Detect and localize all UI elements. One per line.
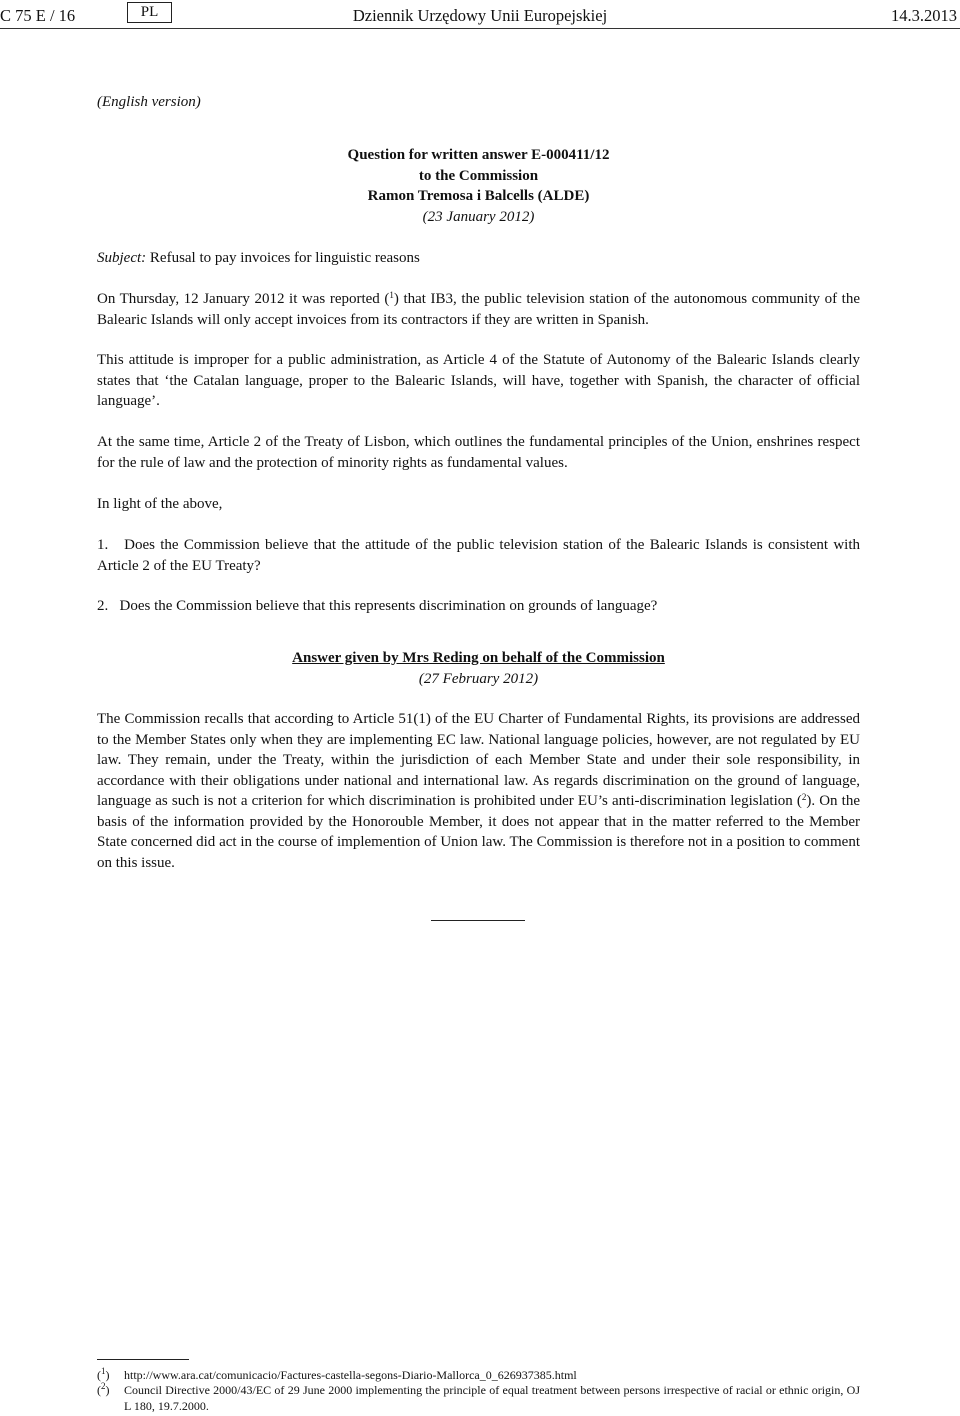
language-code-box: PL — [127, 2, 172, 23]
footnote-mark-paren: ) — [105, 1383, 110, 1397]
section-separator — [431, 920, 525, 921]
paragraph-text: On Thursday, 12 January 2012 it was reported ( — [97, 291, 390, 307]
numbered-question-1 — [97, 535, 860, 576]
question-paragraph-2: This attitude is improper for a public administration, as Article 4 of the Statute of Autonomy of the Balearic Islands clearly states that ‘the Catalan language, proper to the Balearic Islands, will have, together with Spanish, the character of official language’. — [97, 352, 860, 409]
publication-date: 14.3.2013 — [891, 6, 957, 25]
footnote-link-1[interactable]: http://www.ara.cat/comunicacio/Factures-castella-segons-Diario-Mallorca_0_626937385.html — [124, 1368, 577, 1382]
footnote-text-2: Council Directive 2000/43/EC of 29 June 2000 implementing the principle of equal treatment between persons irrespective of racial or ethnic origin, OJ L 180, 19.7.2000. — [124, 1383, 860, 1413]
subject-line — [97, 248, 420, 269]
question-heading — [97, 145, 860, 227]
paragraph-text: ) that IB3, the public television station of the autonomous community of the Balearic Islands will only accept invoices from its contractors if they are written in Spanish. — [97, 291, 860, 328]
question-text: Does the Commission believe that the attitude of the public television station of the Balearic Islands is consistent with Article 2 of the EU Treaty? — [97, 537, 861, 574]
question-date: (23 January 2012) — [422, 208, 535, 225]
answer-paragraph — [97, 709, 860, 873]
question-number: 2. — [97, 598, 109, 614]
answer-title: Answer given by Mrs Reding on behalf of the Commission — [292, 650, 665, 666]
journal-title: Dziennik Urzędowy Unii Europejskiej — [352, 6, 608, 25]
footnote-rule — [97, 1359, 189, 1360]
answer-date: (27 February 2012) — [418, 670, 539, 687]
footnote-ref-1: 1 — [389, 290, 394, 300]
question-text: Does the Commission believe that this represents discrimination on grounds of language? — [119, 598, 658, 614]
footnote-mark-number: 2 — [101, 1381, 106, 1391]
header-rule — [0, 28, 960, 29]
journal-reference: C 75 E / 16 — [0, 6, 76, 25]
footnote-mark-paren: ( — [97, 1383, 101, 1397]
question-paragraph-4: In light of the above, — [97, 496, 223, 512]
footnote-mark-paren: ( — [97, 1368, 101, 1382]
paragraph-text: ). On the basis of the information provided by the Honorouble Member, it does not appear that in the matter referred to the Member State concerned did act in the course of implemention of Union law. The Commission is therefore not in a position to comment on this issue. — [97, 793, 860, 871]
question-number: 1. — [97, 537, 109, 553]
question-author: Ramon Tremosa i Balcells (ALDE) — [367, 188, 590, 204]
footnote-mark-number: 1 — [101, 1366, 106, 1376]
question-addressee: to the Commission — [418, 167, 539, 184]
subject-label: Subject: — [97, 250, 147, 266]
question-title: Question for written answer E-000411/12 — [347, 147, 610, 163]
question-paragraph-1 — [97, 289, 860, 330]
subject-text: Refusal to pay invoices for linguistic reasons — [149, 250, 420, 266]
footnote-mark-2 — [97, 1383, 110, 1399]
footnote-ref-2: 2 — [801, 792, 807, 802]
answer-heading — [97, 648, 860, 689]
version-label: (English version) — [97, 94, 201, 110]
paragraph-text: The Commission recalls that according to Article 51(1) of the EU Charter of Fundamental Rights, its provisions are addressed to the Member States only when they are implementing EC law. National language policies, however, are not regulated by EU law. They remain, under the Treaty, within the jurisdiction of each Member State and under their sole responsibility, in accordance with their obligations under national and international law. As regards discrimination on the ground of language, language as such is not a criterion for which discrimination is prohibited under EU’s anti-discrimination legislation ( — [97, 711, 860, 809]
numbered-question-2 — [97, 596, 860, 617]
question-paragraph-3: At the same time, Article 2 of the Treaty of Lisbon, which outlines the fundamental principles of the Union, enshrines respect for the rule of law and the protection of minority rights as fundamental values. — [97, 434, 860, 471]
footnote-mark-paren: ) — [105, 1368, 110, 1382]
